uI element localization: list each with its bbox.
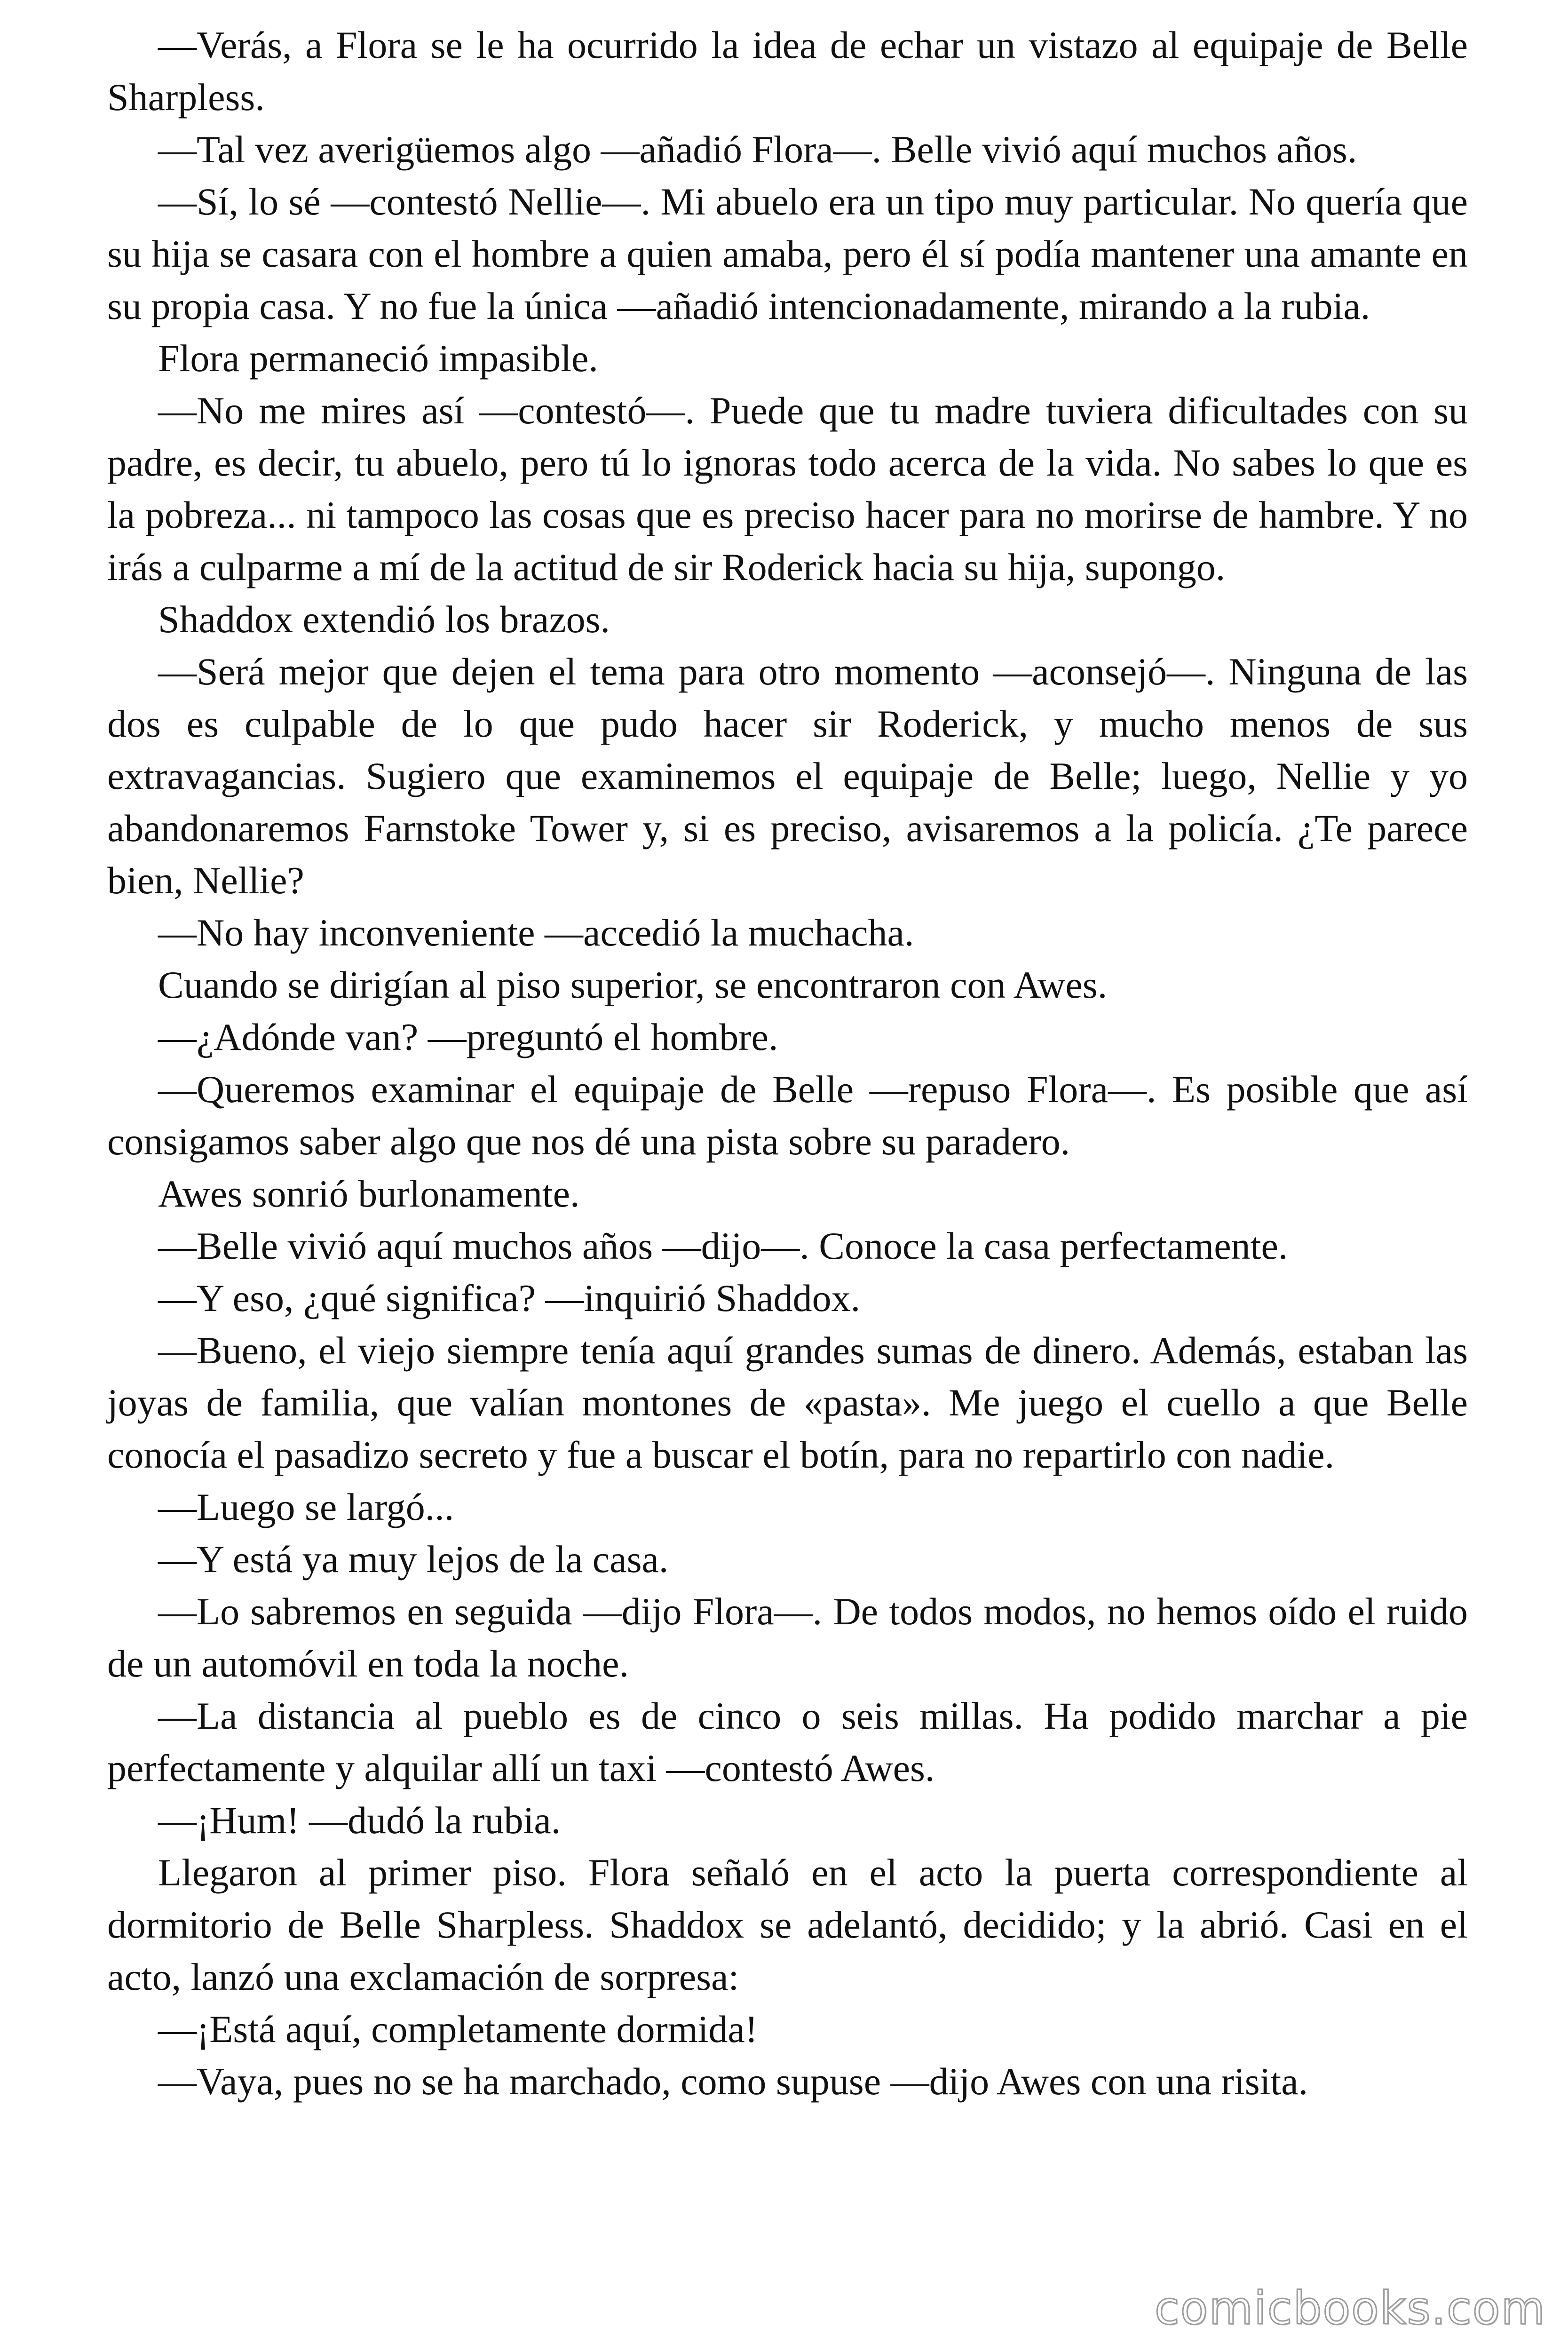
paragraph: Flora permaneció impasible. xyxy=(158,337,598,380)
page-body xyxy=(107,19,1468,2107)
watermark: comicbooks.com xyxy=(1155,2282,1546,2335)
paragraph: Cuando se dirigían al piso superior, se encontraron con Awes. xyxy=(158,963,1108,1006)
paragraph: —¡Está aquí, completamente dormida! xyxy=(158,2008,758,2050)
paragraph: —No hay inconveniente —accedió la muchacha. xyxy=(158,911,914,954)
paragraph: —Lo sabremos en seguida —dijo Flora—. De todos modos, no hemos oído el ruido de un automóvil en toda la noche. xyxy=(107,1590,1468,1685)
paragraph: —No me mires así —contestó—. Puede que tu madre tuviera dificultades con su padre, es decir, tu abuelo, pero tú lo ignoras todo acerca de la vida. No sabes lo que es la pobreza... ni tampoco las cosas que es preciso hacer para no morirse de hambre. Y no irás a culparme a mí de la actitud de sir Roderick hacia su hija, supongo. xyxy=(107,389,1468,588)
paragraph: —¿Adónde van? —preguntó el hombre. xyxy=(158,1016,778,1058)
paragraph: —Y eso, ¿qué significa? —inquirió Shaddox. xyxy=(158,1277,861,1319)
paragraph: —Será mejor que dejen el tema para otro momento —aconsejó—. Ninguna de las dos es culpable de lo que pudo hacer sir Roderick, y mucho menos de sus extravagancias. Sugiero que examinemos el equipaje de Belle; luego, Nellie y yo abandonaremos Farnstoke Tower y, si es preciso, avisaremos a la policía. ¿Te parece bien, Nellie? xyxy=(107,650,1468,902)
paragraph: Awes sonrió burlonamente. xyxy=(158,1172,580,1215)
paragraph: —¡Hum! —dudó la rubia. xyxy=(158,1799,561,1842)
paragraph: —La distancia al pueblo es de cinco o seis millas. Ha podido marchar a pie perfectamente y alquilar allí un taxi —contestó Awes. xyxy=(107,1694,1468,1789)
paragraph: —Tal vez averigüemos algo —añadió Flora—. Belle vivió aquí muchos años. xyxy=(158,128,1357,171)
paragraph: —Y está ya muy lejos de la casa. xyxy=(158,1538,669,1581)
paragraph: —Belle vivió aquí muchos años —dijo—. Conoce la casa perfectamente. xyxy=(158,1224,1288,1267)
paragraph: —Sí, lo sé —contestó Nellie—. Mi abuelo era un tipo muy particular. No quería que su hija se casara con el hombre a quien amaba, pero él sí podía mantener una amante en su propia casa. Y no fue la única —añadió intencionadamente, mirando a la rubia. xyxy=(107,180,1468,327)
paragraph: —Bueno, el viejo siempre tenía aquí grandes sumas de dinero. Además, estaban las joyas de familia, que valían montones de «pasta». Me juego el cuello a que Belle conocía el pasadizo secreto y fue a buscar el botín, para no repartirlo con nadie. xyxy=(107,1329,1468,1476)
paragraph: —Verás, a Flora se le ha ocurrido la idea de echar un vistazo al equipaje de Belle Sharpless. xyxy=(107,24,1468,119)
paragraph: Shaddox extendió los brazos. xyxy=(158,598,610,641)
paragraph: —Queremos examinar el equipaje de Belle —repuso Flora—. Es posible que así consigamos saber algo que nos dé una pista sobre su paradero. xyxy=(107,1068,1468,1163)
paragraph: —Luego se largó... xyxy=(158,1486,454,1528)
paragraph: —Vaya, pues no se ha marchado, como supuse —dijo Awes con una risita. xyxy=(158,2060,1308,2103)
paragraph: Llegaron al primer piso. Flora señaló en el acto la puerta correspondiente al dormitorio de Belle Sharpless. Shaddox se adelantó, decidido; y la abrió. Casi en el acto, lanzó una exclamación de sorpresa: xyxy=(107,1851,1468,1998)
